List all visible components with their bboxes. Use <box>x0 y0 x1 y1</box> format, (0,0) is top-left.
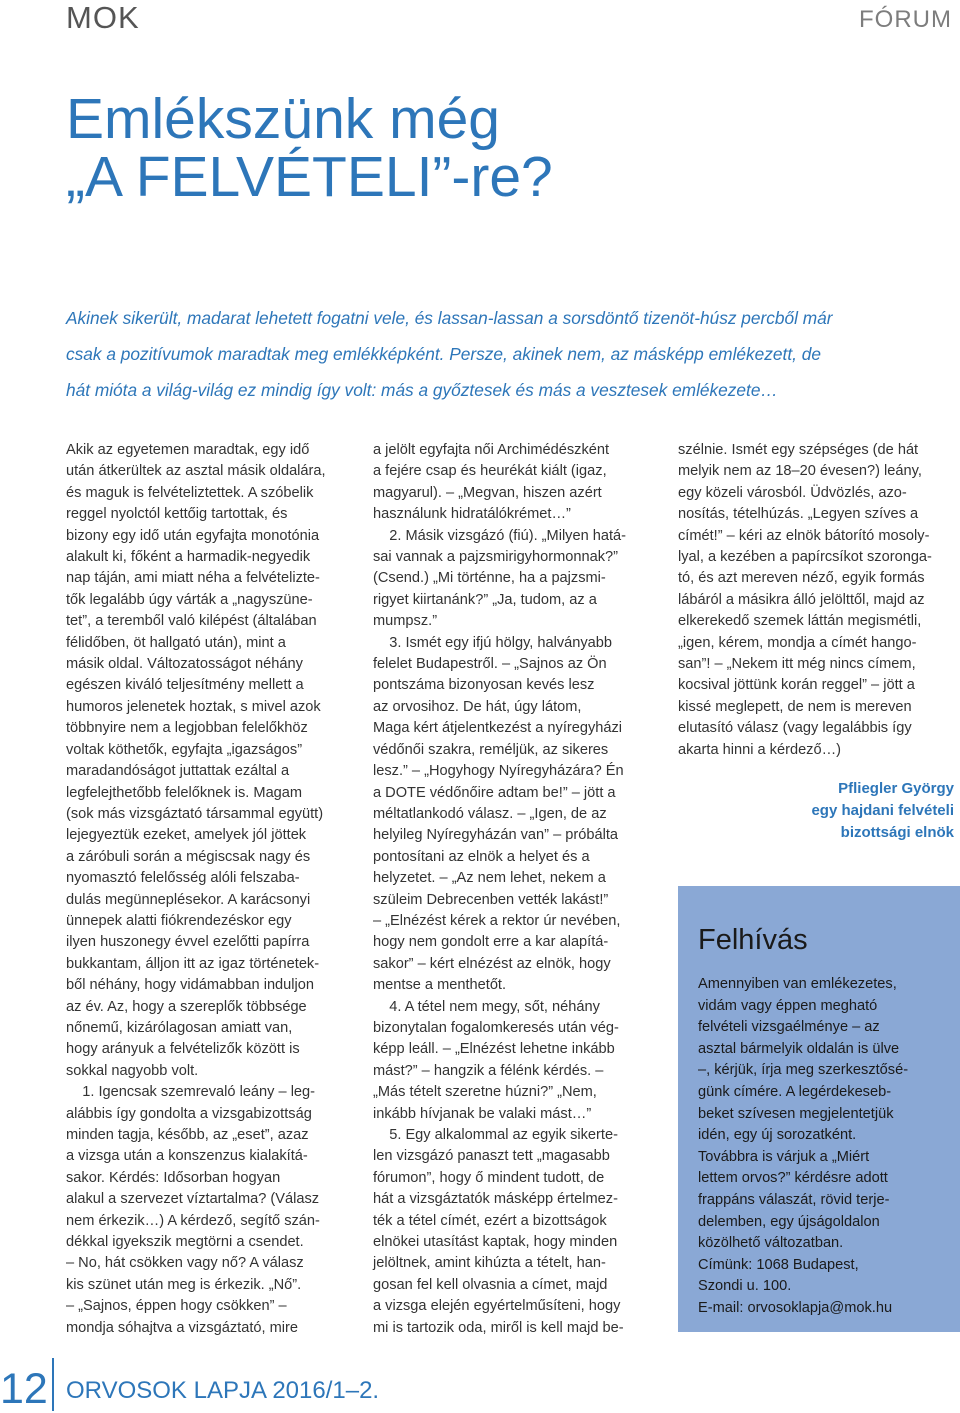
text-line: minden tagja, később, az „eset”, azaz <box>66 1127 309 1143</box>
text-line: frappáns válaszát, rövid terje- <box>698 1191 890 1208</box>
text-line: pontosítani az elnök a helyet és a <box>373 848 590 865</box>
text-line: Továbbra is várjuk a „Miért <box>698 1148 870 1165</box>
text-line: lejegyeztük ezeket, amelyek jól jöttek <box>66 827 307 844</box>
text-line: közölhető változatban. <box>698 1235 844 1252</box>
text-line: sai vannak a pajzsmirigyhormonnak?” <box>373 549 618 566</box>
text-line: nosítás, tételhúzás. „Legyen szíves a <box>678 506 919 523</box>
text-line: günk címére. A legérdekeseb- <box>698 1083 892 1100</box>
author-role: egy hajdani felvételi <box>811 802 954 819</box>
text-line: –, kérjük, írja meg szerkesztősé- <box>698 1062 909 1079</box>
text-line: mi is tartozik oda, miről is kell majd be- <box>373 1319 624 1336</box>
text-line: idén, egy új sorozatként. <box>698 1127 857 1144</box>
text-line: többnyire nem a legjobban felelőkhöz <box>66 720 308 737</box>
logo-letter-m: M <box>66 0 93 35</box>
text-line: beket szívesen megjelentetjük <box>698 1105 894 1122</box>
text-line: Maga kért átjelentkezést a nyíregyházi <box>373 720 623 737</box>
text-line: ből néhány, hogy vidámabban induljon <box>66 977 315 994</box>
text-line: 1. Igencsak szemrevaló leány – leg- <box>66 1084 316 1101</box>
text-line: az orvosihoz. De hát, úgy látom, <box>373 698 582 715</box>
text-line: delemben, egy újságoldalon <box>698 1213 880 1230</box>
text-line: Szondi u. 100. <box>698 1278 792 1295</box>
article-column-3 <box>678 440 960 761</box>
text-line: tet”, a teremből való kilépést (általában <box>66 613 317 630</box>
text-line: inkább hívjanak be valaki mást…” <box>373 1105 592 1122</box>
text-line: helyzetet. – „Az nem lehet, nekem a <box>373 870 606 887</box>
text-line: Amennyiben van emlékezetes, <box>698 976 897 992</box>
text-line: a záróbuli során a mégiscsak nagy és <box>66 848 311 865</box>
text-line: a fejére csap és heurékát kiált (igaz, <box>373 463 607 480</box>
text-line: fórumon”, hogy ő mindent tudott, de <box>373 1169 605 1186</box>
text-line: bukkantam, álljon itt az igaz történetek- <box>66 955 320 972</box>
text-line: felelet Budapestről. – „Sajnos az Ön <box>373 656 607 673</box>
text-line: asztal bármelyik oldalán is ülve <box>698 1040 900 1057</box>
text-line: mentse a menthetőt. <box>373 977 507 994</box>
issue-number: 2016/1–2. <box>272 1377 380 1404</box>
text-line: félidőben, öt hallgató után), mint a <box>66 634 286 651</box>
callout-box <box>678 886 960 1332</box>
text-line: vidám vagy éppen megható <box>698 997 878 1014</box>
text-line: jelöltnek, amint kihúzta a tételt, han- <box>373 1255 606 1272</box>
text-line: méltatlankodó válasz. – „Igen, de az <box>373 805 607 822</box>
logo-letter-k: K <box>117 0 140 35</box>
text-line: elutasító válasz (vagy legalábbis így <box>678 720 912 737</box>
text-line: 2. Másik vizsgázó (fiú). „Milyen hatá- <box>373 527 627 544</box>
text-line: mondja sóhajtva a vizsgáztató, mire <box>66 1319 298 1336</box>
text-line: hogy nem gondolt erre a kar alapítá- <box>373 934 609 951</box>
text-line: egészen kiváló teljesítmény mellett a <box>66 677 304 694</box>
text-line: bizonytalan fogalomkeresés után vég- <box>373 1019 619 1036</box>
article-column-2 <box>373 440 643 1339</box>
text-line: sokkal nagyobb volt. <box>66 1062 199 1079</box>
article-lead <box>66 300 956 408</box>
author-name: Pfliegler György <box>838 780 954 797</box>
text-line: tők legalább úgy várták a „nagyszüne- <box>66 591 313 608</box>
author-signature <box>811 778 954 844</box>
text-line: dékkal igyekszik megtörni a csendet. <box>66 1234 304 1251</box>
text-line: nap táján, ami miatt néha a felvételizte- <box>66 570 320 587</box>
text-line: kis szünet után meg is érkezik. „Nő”. <box>66 1276 302 1293</box>
text-line: magyarul). – „Megvan, hiszen azért <box>373 484 602 501</box>
text-line: hát a vizsgáztatók másképp értelmez- <box>373 1191 618 1208</box>
text-line: elnökei utasítást kaptak, hogy minden <box>373 1234 618 1251</box>
callout-title: Felhívás <box>698 924 808 956</box>
text-line: használunk hidratálókrémet…” <box>373 506 571 523</box>
text-line: nyomasztó felelősség alóli felszaba- <box>66 870 300 887</box>
text-line: alakul a szervezet víztartalma? (Válasz <box>66 1191 320 1208</box>
text-line: másik oldal. Változatosságot néhány <box>66 656 303 673</box>
text-line: tó, és azt mereven néző, egyik formás <box>678 570 925 587</box>
magazine-logo <box>66 0 140 36</box>
text-line: az év. Az, hogy a szereplők többsége <box>66 998 307 1015</box>
text-line: akarta hinni a kérdező…) <box>678 741 842 758</box>
lead-line: Akinek sikerült, madarat lehetett fogatni vele, és lassan-lassan a sorsdöntő tizenöt-húsz percből már <box>66 308 833 328</box>
author-role: bizottsági elnök <box>840 824 954 841</box>
text-line: „igen, kérem, mondja a címét hango- <box>678 634 917 651</box>
text-line: a vizsga után a konszenzus kialakítá- <box>66 1148 308 1165</box>
text-line: mást?” – hangzik a félénk kérdés. – <box>373 1062 604 1079</box>
text-line: maradandóságot juttattak ezáltal a <box>66 763 290 780</box>
magazine-name: ORVOSOK LAPJA <box>66 1377 266 1404</box>
text-line: reggel nyolctól kettőig tartottak, és <box>66 506 288 523</box>
text-line: alábbis így gondolta a vizsgabizottság <box>66 1105 312 1122</box>
text-line: – No, hát csökken vagy nő? A válasz <box>66 1255 304 1272</box>
text-line: dulás megünneplésekor. A karácsonyi <box>66 891 311 908</box>
text-line: lyal, a kezében a papírcsíkot szoronga- <box>678 549 932 566</box>
text-line: a jelölt egyfajta női Archimédészként <box>373 442 610 458</box>
article-column-1 <box>66 440 361 1339</box>
text-line: (sok más vizsgáztató társammal együtt) <box>66 805 324 822</box>
title-line-1: Emlékszünk még <box>66 87 500 151</box>
text-line: – „Elnézést kérek a rektor úr nevében, <box>373 912 621 929</box>
text-line: címét!” – kéri az elnök bátorító mosoly- <box>678 527 930 544</box>
text-line: elkerekedő szemek láttán megismétli, <box>678 613 922 630</box>
text-line: kocsival jöttünk korán reggel” – jött a <box>678 677 915 694</box>
title-line-2: „A FELVÉTELI”-re? <box>66 145 553 209</box>
text-line: ték a tétel címét, ezért a bizottságok <box>373 1212 607 1229</box>
text-line: védőnői szakra, reméljük, az sikeres <box>373 741 609 758</box>
text-line: – „Sajnos, éppen hogy csökken” – <box>66 1298 287 1315</box>
text-line: 4. A tétel nem megy, sőt, néhány <box>373 998 600 1015</box>
text-line: felvételi vizsgaélménye – az <box>698 1019 880 1036</box>
lead-line: csak a pozitívumok maradtak meg emlékképként. Persze, akinek nem, az másképp emlékezett, de <box>66 344 821 364</box>
text-line: kissé meglepett, de nem is mereven <box>678 698 912 715</box>
text-line: a DOTE védőnőire adtam be!” – jött a <box>373 784 616 801</box>
text-line: a vizsga elején egyértelműsíteni, hogy <box>373 1298 621 1315</box>
page-number: 12 <box>0 1365 48 1413</box>
text-line: szüleim Debrecenben vették lakást!” <box>373 891 609 908</box>
text-line: rigyet kiirtanánk?” „Ja, tudom, az a <box>373 591 597 608</box>
text-line: 3. Ismét egy ifjú hölgy, halványabb <box>373 634 613 651</box>
text-line: „Más tételt szeretne húzni?” „Nem, <box>373 1084 597 1101</box>
text-line: sakor. Kérdés: Idősorban hogyan <box>66 1169 281 1186</box>
text-line: bizony egy idő után egyfajta monotónia <box>66 527 320 544</box>
text-line: után átkerültek az asztal másik oldalára, <box>66 463 326 480</box>
callout-body <box>698 974 958 1320</box>
text-line: Címünk: 1068 Budapest, <box>698 1256 859 1273</box>
text-line: nem érkezik…) A kérdező, segítő szán- <box>66 1212 320 1229</box>
logo-letter-o: O <box>92 0 118 35</box>
text-line: E-mail: orvosoklapja@mok.hu <box>698 1299 893 1316</box>
text-line: legfelejthetőbb felelőknek is. Magam <box>66 784 303 801</box>
text-line: pontszáma bizonyosan kevés lesz <box>373 677 595 694</box>
text-line: lesz.” – „Hogyhogy Nyíregyházára? Én <box>373 763 624 780</box>
footer-magazine <box>66 1377 379 1405</box>
text-line: egy közeli városból. Üdvözlés, azo- <box>678 484 907 501</box>
text-line: sakor” – kért elnézést az elnök, hogy <box>373 955 611 972</box>
section-rubric: FÓRUM <box>859 6 952 33</box>
lead-line: hát mióta a világ-világ ez mindig így volt: más a győztesek és más a vesztesek emlékezete… <box>66 380 778 400</box>
text-line: humoros jelenetek hoztak, s mivel azok <box>66 698 321 715</box>
text-line: voltak köthetők, egyfajta „igazságos” <box>66 741 303 758</box>
article-title <box>66 87 553 209</box>
text-line: képp leáll. – „Elnézést lehetne inkább <box>373 1041 615 1058</box>
text-line: lettem orvos?” kérdésre adott <box>698 1170 888 1187</box>
text-line: és maguk is felvételiztettek. A szóbelik <box>66 484 314 501</box>
text-line: ilyen huszonegy évvel ezelőtti papírra <box>66 934 310 951</box>
text-line: san”! – „Nekem itt még nincs címem, <box>678 656 916 673</box>
text-line: hogy arányuk a felvételizők között is <box>66 1041 300 1058</box>
text-line: melyik nem az 18–20 évesen?) leány, <box>678 463 922 480</box>
text-line: 5. Egy alkalommal az egyik sikerte- <box>373 1127 618 1143</box>
page-divider <box>52 1358 54 1411</box>
text-line: gosan fel kell olvasnia a címet, majd <box>373 1276 608 1293</box>
text-line: Akik az egyetemen maradtak, egy idő <box>66 442 310 458</box>
text-line: ünnepek alatti fiókrendezéskor egy <box>66 912 292 929</box>
text-line: helyileg Nyíregyházán van” – próbálta <box>373 827 618 844</box>
text-line: mumpsz.” <box>373 613 438 630</box>
text-line: nőnemű, kizárólagosan amiatt van, <box>66 1019 293 1036</box>
text-line: szélnie. Ismét egy szépséges (de hát <box>678 442 919 458</box>
text-line: (Csend.) „Mi történne, ha a pajzsmi- <box>373 570 606 587</box>
text-line: len vizsgázó panaszt tett „magasabb <box>373 1148 610 1165</box>
text-line: alakult ki, főként a harmadik-negyedik <box>66 549 311 566</box>
text-line: lábáról a másikra álló jelölttől, majd az <box>678 591 925 608</box>
